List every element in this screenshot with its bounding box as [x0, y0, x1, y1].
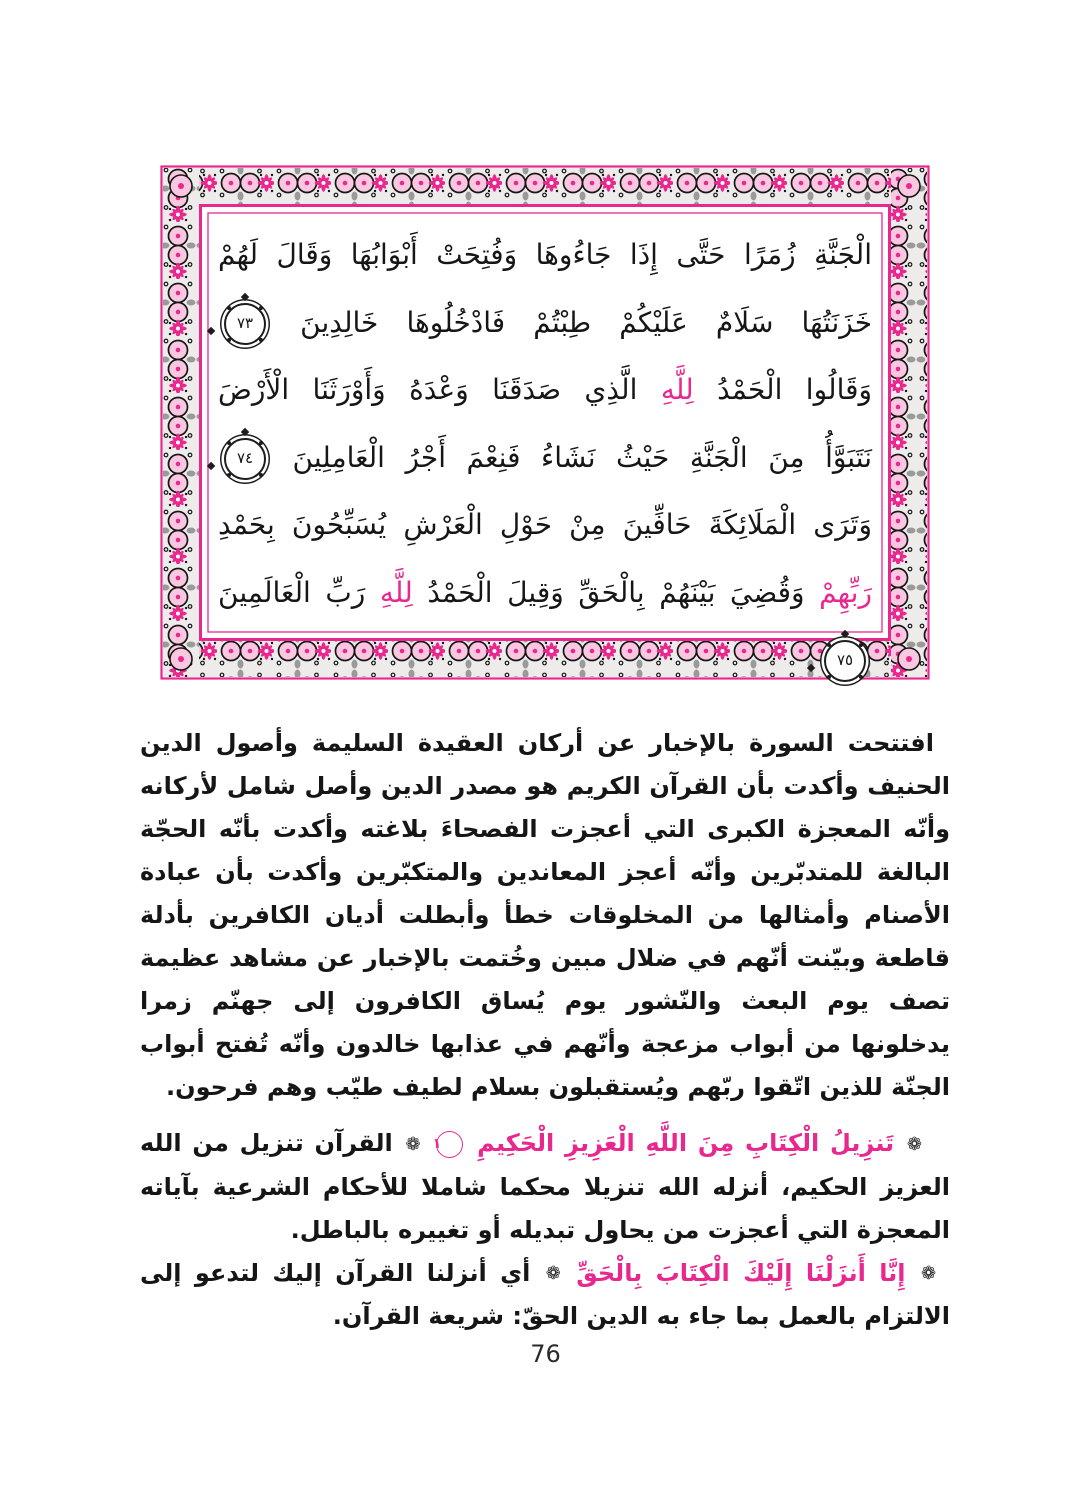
quran-quote-text: تَنزِيلُ الْكِتَابِ مِنَ اللَّهِ الْعَزِيزِ الْحَكِيمِ	[477, 1129, 895, 1157]
quran-verses-block	[218, 221, 873, 670]
ornamental-bracket-icon: ❁	[906, 1133, 923, 1155]
ornamental-bracket-icon: ❁	[920, 1263, 937, 1284]
ornamental-bracket-icon: ❁	[405, 1133, 421, 1155]
ayah-number-medallion: ٧٥	[824, 640, 866, 682]
tafsir-commentary	[140, 722, 950, 1338]
quran-verse-frame	[160, 165, 930, 680]
text-segment: خَزَنَتُهَا سَلَامٌ عَلَيْكُمْ طِبْتُمْ فَادْخُلُوهَا خَالِدِينَ	[300, 305, 872, 339]
commentary-paragraph	[140, 722, 950, 1109]
text-segment: الْجَنَّةِ زُمَرًا حَتَّى إِذَا جَاءُوهَا وَفُتِحَتْ أَبْوَابُهَا وَقَالَ لَهُمْ	[218, 238, 872, 271]
commentary-paragraph	[140, 1122, 950, 1252]
ayah-number-medallion: ٧٣	[224, 303, 266, 345]
quran-line	[218, 491, 872, 558]
ayah-number-medallion: ٧٤	[224, 438, 266, 480]
quran-quote-text: لِلَّهِ	[379, 575, 413, 609]
text-segment: رَبِّ الْعَالَمِينَ	[218, 575, 366, 609]
page-number: 76	[530, 1340, 561, 1368]
text-segment: أي أنزلنا القرآن إليك لتدعو إلى الالتزام بالعمل بما جاء به الدين الحقّ: شريعة القرآن.	[140, 1258, 950, 1330]
quran-line	[218, 356, 872, 423]
commentary-paragraph	[140, 1252, 950, 1339]
text-segment: وَقُضِيَ بَيْنَهُمْ بِالْحَقِّ وَقِيلَ الْحَمْدُ	[427, 575, 805, 609]
quran-line	[218, 559, 872, 670]
text-segment: افتتحت السورة بالإخبار عن أركان العقيدة السليمة وأصول الدين الحنيف وأكدت بأن القرآن الكريم هو مصدر الدين وأصل شامل لأركانه وأنّه المعجزة الكبرى التي أعجزت الفصحاءَ بلاغته وأكدت بأنّه الحجّة البالغة للمتدبّرين وأنّه أعجز المعاندين والمتكبّرين وأكدت بأن عبادة الأصنام وأمثالها من المخلوقات خطأ وأبطلت أديان الكافرين بأدلة قاطعة وبيّنت أنّهم في ضلال مبين وخُتمت بالإخبار عن مشاهد عظيمة تصف يوم البعث والنّشور يوم يُساق الكافرون إلى جهنّم زمرا يدخلونها من أبواب مزعجة وأنّهم في عذابها خالدون وأنّه تُفتح أبواب الجنّة للذين اتّقوا ربّهم ويُستقبلون بسلام لطيف طيّب وهم فرحون.	[140, 729, 950, 1101]
text-segment: القرآن تنزيل من الله العزيز الحكيم، أنزله الله تنزيلا محكما شاملا للأحكام الشرعية بآياته المعجزة التي أعجزت من يحاول تبديله أو تغييره بالباطل.	[140, 1129, 950, 1244]
quran-line	[218, 424, 872, 491]
text-segment: وَقَالُوا الْحَمْدُ	[717, 373, 873, 407]
text-segment: وَتَرَى الْمَلَائِكَةَ حَافِّينَ مِنْ حَوْلِ الْعَرْشِ يُسَبِّحُونَ بِحَمْدِ	[218, 508, 872, 542]
quran-quote-text: رَبِّهِمْ	[819, 575, 872, 609]
ornamental-bracket-icon: ❁	[545, 1263, 561, 1284]
quran-line	[218, 289, 872, 356]
text-segment: الَّذِي صَدَقَنَا وَعْدَهُ وَأَوْرَثَنَا الْأَرْضَ	[218, 373, 638, 407]
ayah-number-mark: ١	[436, 1131, 463, 1158]
quran-line	[218, 221, 872, 288]
quran-quote-text: لِلَّهِ	[660, 373, 694, 407]
quran-quote-text: إِنَّا أَنزَلْنَا إِلَيْكَ الْكِتَابَ بِالْحَقِّ	[576, 1258, 906, 1287]
text-segment: نَتَبَوَّأُ مِنَ الْجَنَّةِ حَيْثُ نَشَاءُ فَنِعْمَ أَجْرُ الْعَامِلِينَ	[292, 440, 873, 474]
